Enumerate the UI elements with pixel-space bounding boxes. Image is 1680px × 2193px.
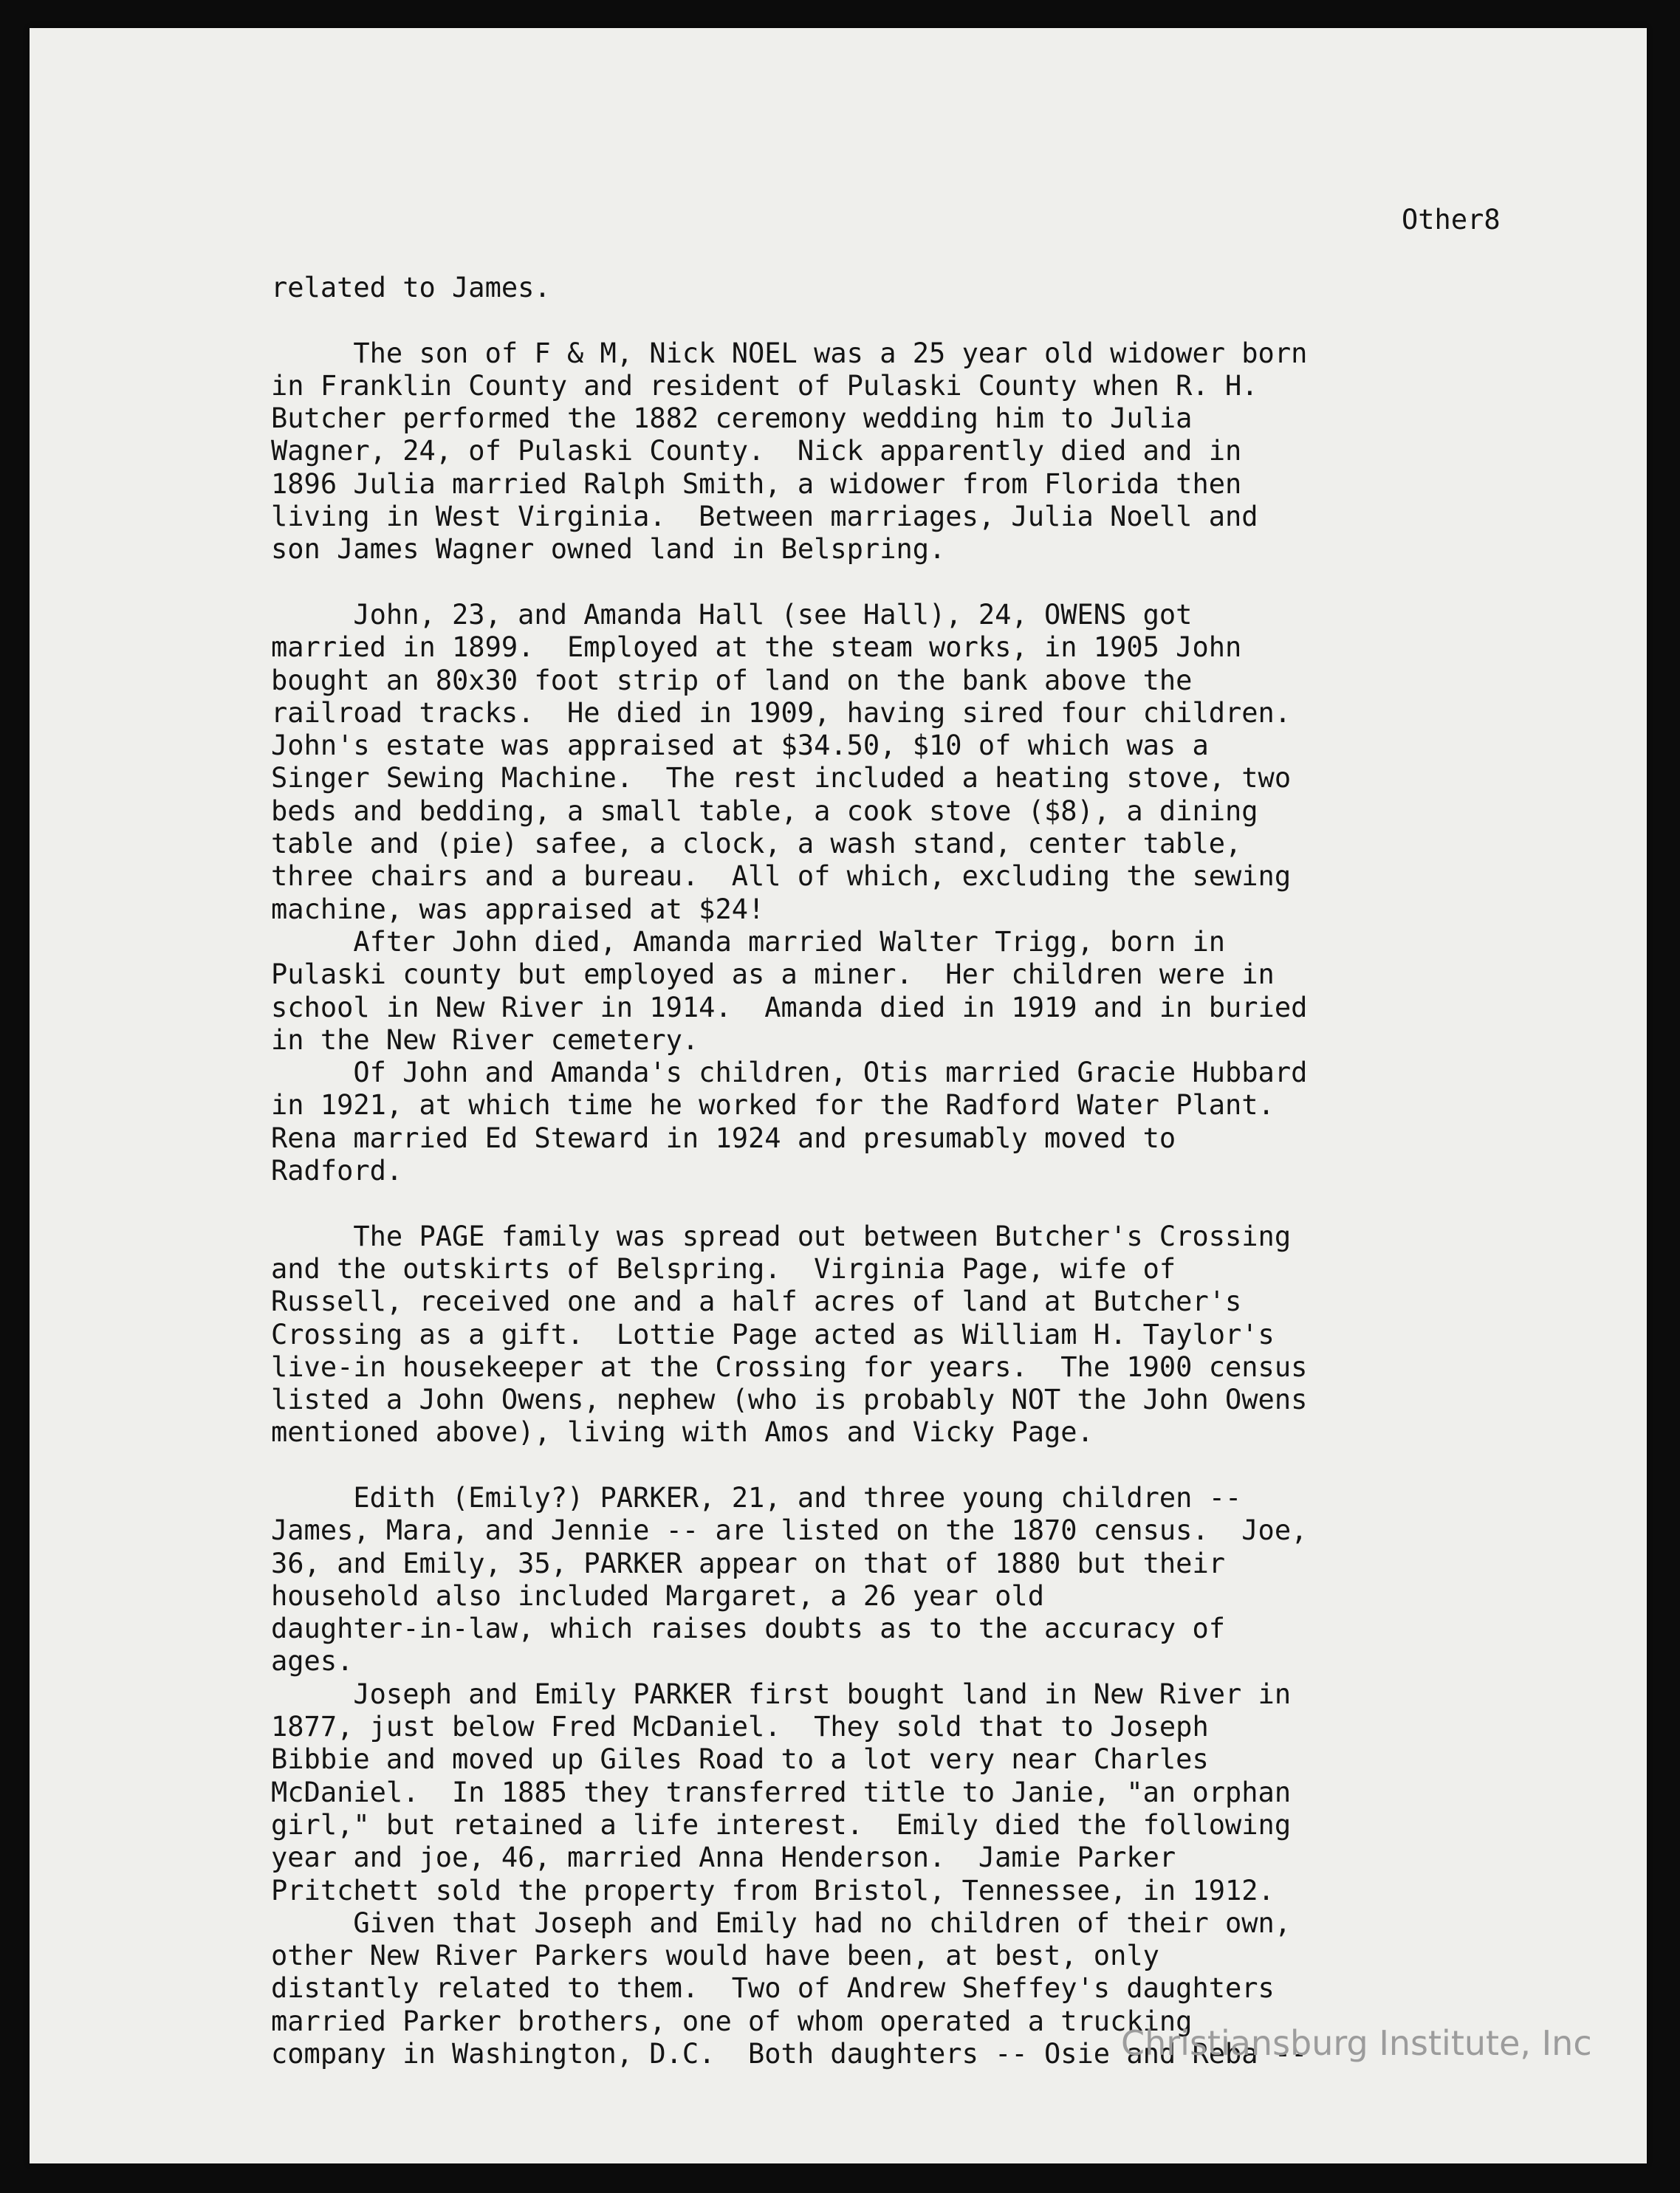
text-line: 1877, just below Fred McDaniel. They sold that to Joseph — [271, 1711, 1209, 1743]
text-line: Given that Joseph and Emily had no children of their own, — [271, 1907, 1292, 1939]
text-line: Crossing as a gift. Lottie Page acted as William H. Taylor's — [271, 1318, 1275, 1351]
text-line: married Parker brothers, one of whom operated a trucking — [271, 2005, 1193, 2037]
text-line: related to James. — [271, 272, 551, 303]
text-line: Joseph and Emily PARKER first bought land in New River in — [271, 1678, 1292, 1710]
text-line: beds and bedding, a small table, a cook stove ($8), a dining — [271, 795, 1258, 827]
text-line: 1896 Julia married Ralph Smith, a widower from Florida then — [271, 467, 1242, 500]
text-line: girl," but retained a life interest. Emily died the following — [271, 1808, 1292, 1841]
text-line: in the New River cemetery. — [271, 1023, 699, 1056]
text-line: living in West Virginia. Between marriages, Julia Noell and — [271, 501, 1258, 533]
text-line: mentioned above), living with Amos and Vicky Page. — [271, 1416, 1094, 1449]
text-line — [271, 1187, 1307, 1220]
text-line: in Franklin County and resident of Pulaski County when R. H. — [271, 369, 1258, 402]
text-line: Singer Sewing Machine. The rest included a heating stove, two — [271, 762, 1292, 795]
text-line: The son of F & M, Nick NOEL was a 25 year old widower born — [271, 337, 1308, 369]
document-page — [30, 28, 1647, 2163]
text-line: household also included Margaret, a 26 year old — [271, 1579, 1044, 1612]
text-line: and the outskirts of Belspring. Virginia Page, wife of — [271, 1252, 1176, 1285]
text-line: Of John and Amanda's children, Otis married Gracie Hubbard — [271, 1057, 1308, 1089]
text-line: school in New River in 1914. Amanda died in 1919 and in buried — [271, 991, 1308, 1023]
text-line: Radford. — [271, 1155, 403, 1187]
text-line: After John died, Amanda married Walter Trigg, born in — [271, 925, 1226, 958]
text-line: 36, and Emily, 35, PARKER appear on that of 1880 but their — [271, 1547, 1226, 1579]
text-line: railroad tracks. He died in 1909, having sired four children. — [271, 696, 1292, 729]
text-line: married in 1899. Employed at the steam works, in 1905 John — [271, 631, 1242, 664]
text-line: Pulaski county but employed as a miner. Her children were in — [271, 958, 1275, 991]
text-line: company in Washington, D.C. Both daughters -- Osie and Reba -- — [271, 2038, 1308, 2070]
text-line: listed a John Owens, nephew (who is probably NOT the John Owens — [271, 1384, 1308, 1416]
text-line: bought an 80x30 foot strip of land on the bank above the — [271, 664, 1193, 696]
watermark-text: Christiansburg Institute, Inc — [1121, 2023, 1592, 2063]
text-line: live-in housekeeper at the Crossing for years. The 1900 census — [271, 1351, 1308, 1383]
text-line: in 1921, at which time he worked for the Radford Water Plant. — [271, 1089, 1275, 1122]
text-line: McDaniel. In 1885 they transferred title to Janie, "an orphan — [271, 1776, 1292, 1808]
text-line: James, Mara, and Jennie -- are listed on the 1870 census. Joe, — [271, 1514, 1308, 1547]
text-line: daughter-in-law, which raises doubts as to the accuracy of — [271, 1613, 1226, 1645]
text-line: other New River Parkers would have been, at best, only — [271, 1940, 1159, 1972]
text-line: year and joe, 46, married Anna Henderson. Jamie Parker — [271, 1842, 1176, 1874]
text-line: Butcher performed the 1882 ceremony wedding him to Julia — [271, 402, 1193, 435]
text-line: Bibbie and moved up Giles Road to a lot very near Charles — [271, 1743, 1209, 1776]
page-number: Other8 — [1402, 204, 1501, 236]
body-text — [271, 272, 1307, 2070]
text-line: Pritchett sold the property from Bristol, Tennessee, in 1912. — [271, 1874, 1275, 1907]
text-line — [271, 304, 1307, 337]
text-line: Edith (Emily?) PARKER, 21, and three young children -- — [271, 1481, 1242, 1514]
text-line: Rena married Ed Steward in 1924 and presumably moved to — [271, 1122, 1176, 1154]
text-line: Russell, received one and a half acres of land at Butcher's — [271, 1286, 1242, 1318]
text-line: son James Wagner owned land in Belspring. — [271, 533, 946, 566]
text-line: John, 23, and Amanda Hall (see Hall), 24, OWENS got — [271, 598, 1193, 631]
text-line: machine, was appraised at $24! — [271, 893, 765, 925]
text-line — [271, 1449, 1307, 1482]
text-line: table and (pie) safee, a clock, a wash stand, center table, — [271, 828, 1242, 860]
text-line: John's estate was appraised at $34.50, $10 of which was a — [271, 730, 1209, 762]
text-line: The PAGE family was spread out between Butcher's Crossing — [271, 1220, 1292, 1252]
text-line: distantly related to them. Two of Andrew Sheffey's daughters — [271, 1972, 1275, 2005]
text-line: three chairs and a bureau. All of which, excluding the sewing — [271, 860, 1292, 893]
text-line — [271, 566, 1307, 599]
text-line: ages. — [271, 1645, 354, 1678]
text-line: Wagner, 24, of Pulaski County. Nick apparently died and in — [271, 435, 1242, 467]
